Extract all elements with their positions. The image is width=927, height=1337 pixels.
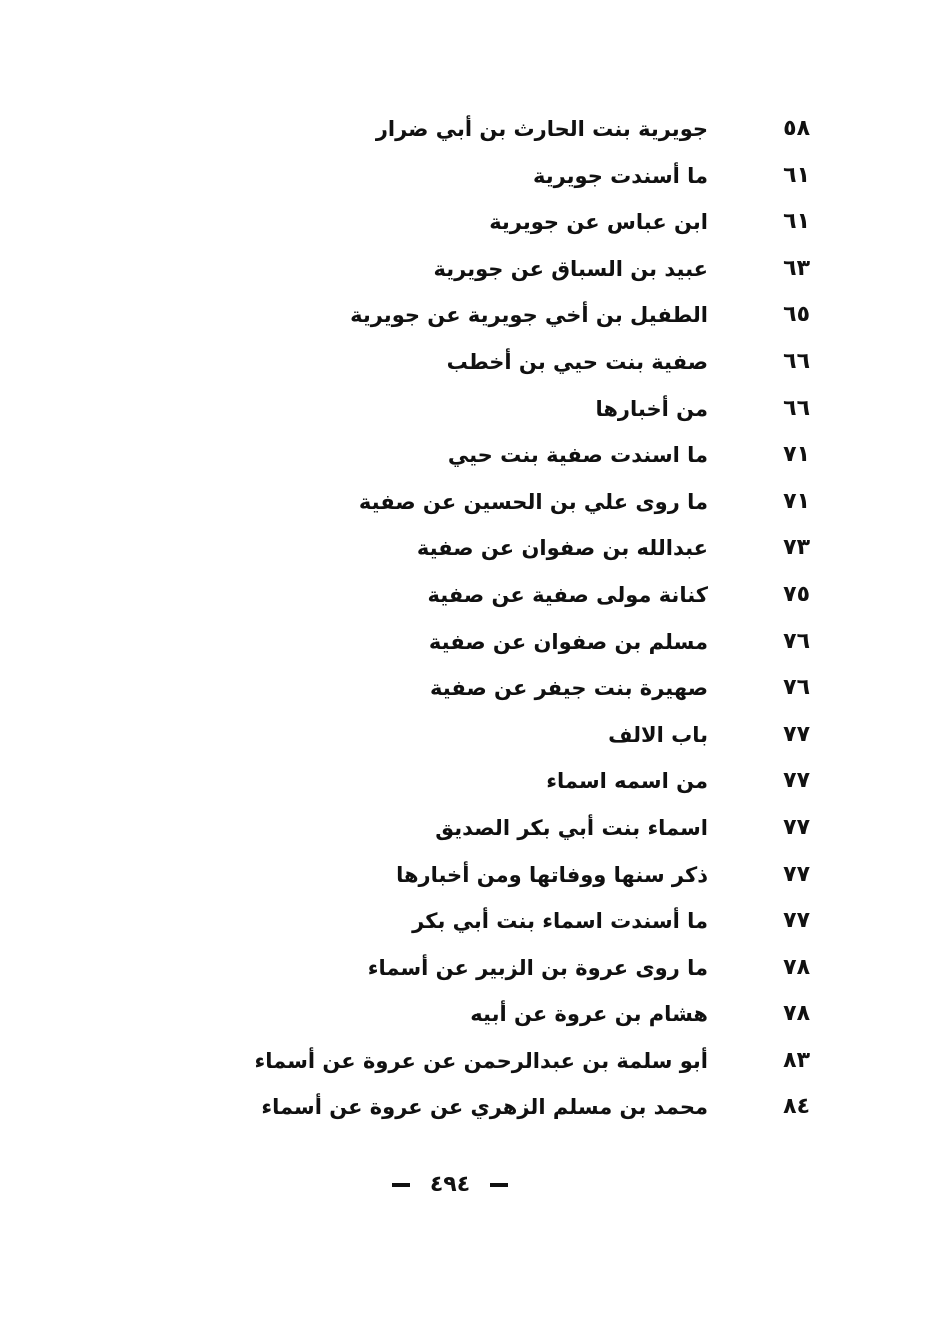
toc-row — [0, 248, 927, 295]
toc-row — [0, 294, 927, 341]
toc-entry-title: ما أسندت جويرية — [532, 163, 708, 188]
toc-entry-title: من اسمه اسماء — [546, 769, 708, 794]
toc-row — [0, 760, 927, 807]
toc-entry-title: اسماء بنت أبي بكر الصديق — [435, 815, 708, 840]
toc-page-number: ٧٨ — [783, 954, 810, 980]
toc-entry-title: صفية بنت حيي بن أخطب — [446, 349, 708, 374]
toc-page-number: ٦١ — [783, 209, 810, 235]
toc-entry-title: عبدالله بن صفوان عن صفية — [416, 536, 708, 561]
toc-page-number: ٦٦ — [783, 395, 810, 421]
footer-dash-right — [490, 1183, 508, 1187]
toc-entry-title: عبيد بن السباق عن جويرية — [433, 256, 708, 281]
toc-entry-title: ما اسندت صفية بنت حيي — [447, 443, 708, 468]
toc-entry-title: أبو سلمة بن عبدالرحمن عن عروة عن أسماء — [254, 1048, 708, 1073]
toc-row — [0, 947, 927, 994]
toc-entry-title: هشام بن عروة عن أبيه — [470, 1002, 708, 1027]
toc-page-number: ٧١ — [783, 488, 810, 514]
toc-page-number: ٧٧ — [783, 908, 810, 934]
table-of-contents — [0, 108, 927, 1133]
toc-entry-title: مسلم بن صفوان عن صفية — [428, 629, 708, 654]
toc-row — [0, 900, 927, 947]
toc-entry-title: باب الالف — [608, 722, 708, 747]
toc-page-number: ٥٨ — [783, 116, 810, 141]
toc-page-number: ٧٥ — [783, 581, 810, 607]
toc-row — [0, 621, 927, 668]
toc-row — [0, 341, 927, 388]
toc-row — [0, 1086, 927, 1133]
toc-entry-title: ما روى عروة بن الزبير عن أسماء — [367, 955, 708, 980]
toc-row — [0, 1040, 927, 1087]
toc-page-number: ٧٣ — [783, 535, 810, 561]
toc-row — [0, 667, 927, 714]
toc-row — [0, 993, 927, 1040]
toc-page-number: ٧٧ — [783, 814, 810, 840]
toc-page-number: ٧٧ — [783, 768, 810, 794]
toc-entry-title: الطفيل بن أخي جويرية عن جويرية — [350, 303, 708, 328]
toc-page-number: ٧٧ — [783, 721, 810, 747]
toc-entry-title: ابن عباس عن جويرية — [489, 210, 708, 235]
toc-entry-title: جويرية بنت الحارث بن أبي ضرار — [375, 117, 708, 141]
toc-page-number: ٦١ — [783, 162, 810, 188]
footer-page-number: ٤٩٤ — [429, 1172, 471, 1197]
footer-dash-left — [392, 1183, 410, 1187]
toc-entry-title: كنانة مولى صفية عن صفية — [427, 582, 708, 607]
toc-row — [0, 201, 927, 248]
toc-row — [0, 574, 927, 621]
toc-row — [0, 108, 927, 155]
toc-page-number: ٧١ — [783, 442, 810, 468]
toc-row — [0, 481, 927, 528]
toc-row — [0, 434, 927, 481]
toc-page-number: ٦٥ — [783, 302, 810, 328]
page-footer — [380, 1170, 520, 1200]
toc-page-number: ٨٤ — [783, 1094, 810, 1120]
toc-row — [0, 527, 927, 574]
toc-row — [0, 714, 927, 761]
toc-page-number: ٦٣ — [783, 255, 810, 281]
toc-page-number: ٦٦ — [783, 348, 810, 374]
toc-entry-title: صهيرة بنت جيفر عن صفية — [430, 676, 708, 701]
toc-entry-title: ما أسندت اسماء بنت أبي بكر — [412, 909, 708, 934]
toc-page-number: ٧٦ — [783, 675, 810, 701]
toc-entry-title: محمد بن مسلم الزهري عن عروة عن أسماء — [261, 1095, 708, 1120]
toc-entry-title: من أخبارها — [595, 396, 708, 421]
toc-page-number: ٧٧ — [783, 861, 810, 887]
toc-entry-title: ما روى علي بن الحسين عن صفية — [358, 489, 708, 514]
toc-page-number: ٧٦ — [783, 628, 810, 654]
toc-row — [0, 854, 927, 901]
toc-entry-title: ذكر سنها ووفاتها ومن أخبارها — [396, 862, 708, 887]
toc-page-number: ٧٨ — [783, 1001, 810, 1027]
toc-row — [0, 155, 927, 202]
toc-row — [0, 807, 927, 854]
toc-page-number: ٨٣ — [783, 1047, 810, 1073]
toc-row — [0, 388, 927, 435]
